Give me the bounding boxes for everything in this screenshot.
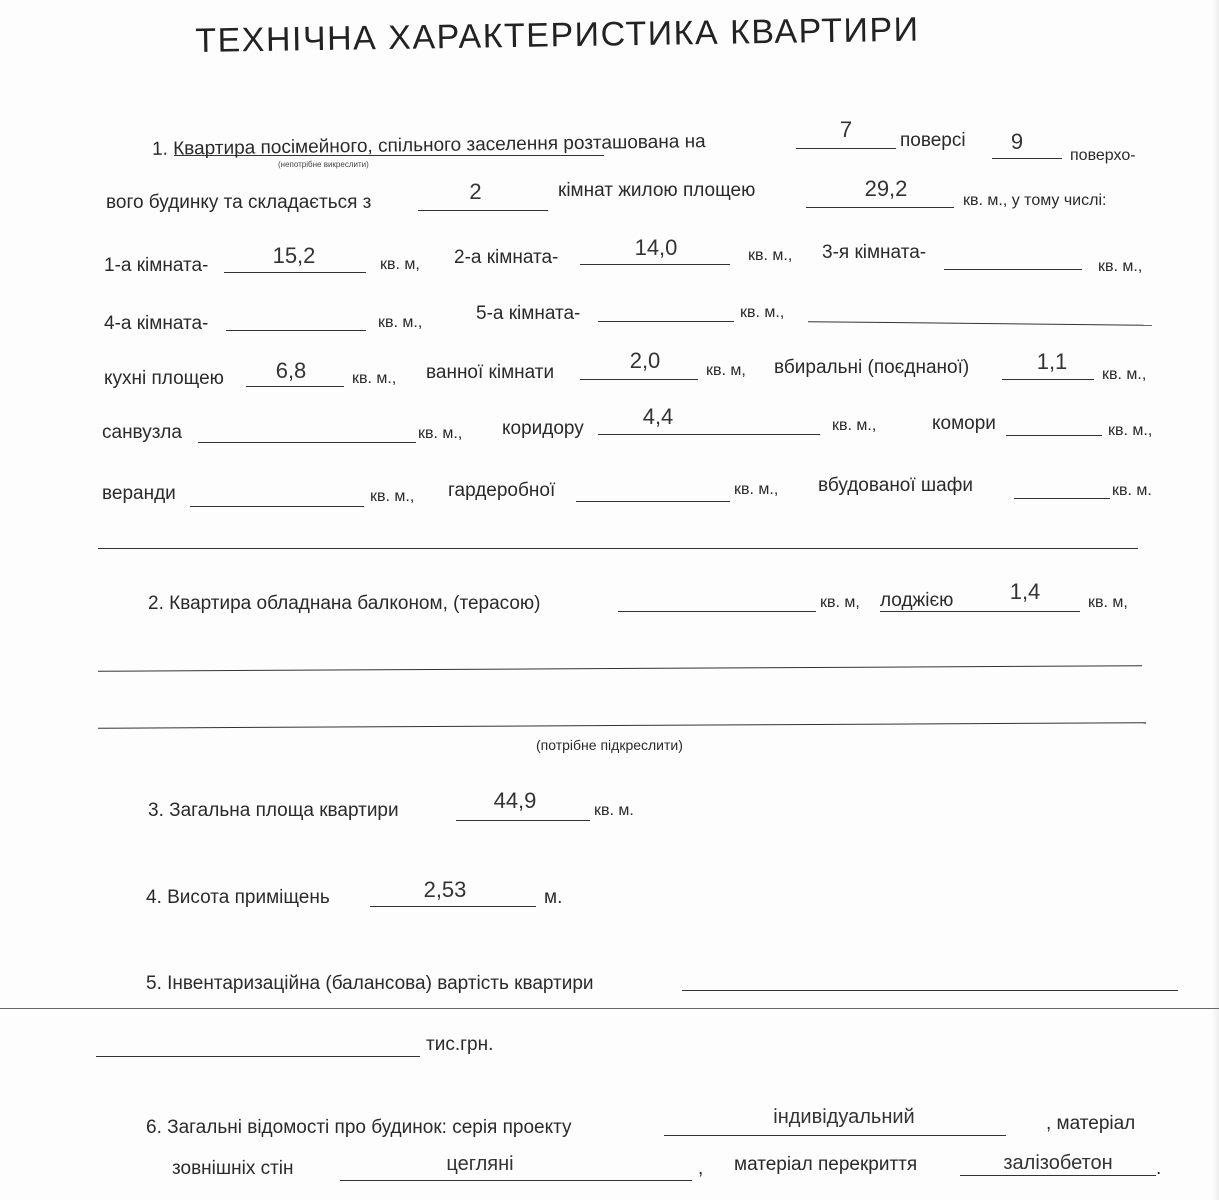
floors-total-field	[992, 158, 1062, 159]
page-title: ТЕХНІЧНА ХАРАКТЕРИСТИКА КВАРТИРИ	[195, 10, 920, 60]
veranda-field	[190, 506, 364, 507]
room4-field	[226, 330, 366, 331]
page-fold-line	[0, 1008, 1219, 1009]
loggia-value: 1,4	[1009, 579, 1041, 604]
walls-value: цегляні	[446, 1153, 514, 1175]
floor-label: поверсі	[900, 130, 966, 151]
wardrobe-label: гардеробної	[448, 480, 556, 501]
end-period: .	[1156, 1158, 1162, 1179]
height-unit: м.	[544, 887, 563, 908]
kitchen-field	[246, 386, 344, 387]
kitchen-value: 6,8	[275, 358, 307, 383]
storage-field	[1006, 435, 1102, 436]
inventory-value-unit: тис.грн.	[426, 1034, 494, 1055]
room2-unit: кв. м.,	[748, 247, 793, 264]
corridor-value: 4,4	[642, 404, 674, 429]
walls-comma: ,	[698, 1158, 704, 1179]
rooms-field	[418, 210, 548, 211]
living-area-field	[806, 207, 954, 208]
living-area-value: 29,2	[864, 176, 908, 201]
incl-label: кв. м., у тому числі:	[963, 192, 1107, 209]
room4-unit: кв. м.,	[378, 314, 423, 331]
corridor-field	[598, 434, 820, 435]
veranda-unit: кв. м.,	[370, 488, 415, 505]
room5-label: 5-а кімната-	[476, 303, 581, 324]
room1-field	[224, 272, 366, 273]
storage-unit: кв. м.,	[1108, 422, 1153, 439]
total-area-value: 44,9	[493, 788, 537, 813]
total-area-label: 3. Загальна площа квартири	[148, 800, 399, 821]
room1-unit: кв. м,	[380, 256, 420, 273]
balcony-unit: кв. м,	[820, 594, 860, 611]
floor-value: 7	[839, 117, 853, 142]
room1-value: 15,2	[272, 243, 316, 268]
balcony-label: 2. Квартира обладнана балконом, (терасою)	[148, 593, 541, 614]
building-label: вого будинку та складається з	[106, 192, 372, 213]
veranda-label: веранди	[102, 483, 176, 504]
walls-field	[340, 1180, 692, 1181]
room3-label: 3-я кімната-	[822, 242, 927, 263]
toilet-label: вбиральні (поєднаної)	[774, 357, 970, 378]
wc-label: санвузла	[102, 422, 182, 443]
s1-underline-type	[174, 155, 604, 156]
room3-field	[944, 269, 1082, 270]
s1-note: (непотрібне викреслити)	[278, 160, 369, 169]
floor-field	[796, 148, 896, 149]
total-area-field	[456, 820, 590, 821]
height-value: 2,53	[423, 877, 467, 902]
closet-field	[1014, 498, 1110, 499]
floor-material-field	[960, 1175, 1156, 1176]
building-info-label: 6. Загальні відомості про будинок: серія проекту	[146, 1117, 572, 1138]
loggia-unit: кв. м,	[1088, 594, 1128, 611]
project-series-value: індивідуальний	[773, 1106, 915, 1128]
room5-field	[598, 321, 734, 322]
corridor-unit: кв. м.,	[832, 417, 877, 434]
room1-label: 1-а кімната-	[104, 255, 209, 276]
bath-label: ванної кімнати	[426, 362, 555, 383]
toilet-field	[1002, 379, 1094, 380]
wc-field	[198, 442, 416, 443]
floor-material-value: залізобетон	[1003, 1152, 1113, 1174]
paper-edge	[1211, 0, 1219, 1200]
s2-blank-line-2	[98, 722, 1146, 728]
kitchen-unit: кв. м.,	[352, 370, 397, 387]
living-area-label: кімнат жилою площею	[558, 180, 756, 201]
loggia-label: лоджією	[880, 590, 954, 611]
room2-value: 14,0	[634, 235, 678, 260]
storey-label: поверхо-	[1070, 147, 1136, 164]
closet-label: вбудованої шафи	[818, 475, 973, 496]
s2-note: (потрібне підкреслити)	[536, 737, 683, 753]
project-series-field	[664, 1135, 1006, 1136]
kitchen-label: кухні площею	[104, 368, 224, 389]
s1-intro: 1. Квартира посімейного, спільного заселення розташована на	[151, 131, 706, 160]
rooms-value: 2	[469, 179, 482, 204]
total-area-unit: кв. м.	[594, 802, 634, 819]
wardrobe-unit: кв. м.,	[734, 481, 779, 498]
s2-blank-line-1	[98, 665, 1142, 671]
room2-field	[580, 264, 730, 265]
bath-value: 2,0	[629, 348, 661, 373]
room5-extra-line	[808, 321, 1152, 326]
wc-unit: кв. м.,	[418, 425, 463, 442]
loggia-field	[880, 611, 1080, 612]
room4-label: 4-а кімната-	[104, 313, 209, 334]
room2-label: 2-а кімната-	[454, 247, 559, 268]
height-label: 4. Висота приміщень	[146, 887, 330, 908]
toilet-value: 1,1	[1036, 349, 1068, 374]
room5-unit: кв. м.,	[740, 304, 785, 321]
s1-blank-line	[98, 548, 1138, 549]
storage-label: комори	[932, 413, 996, 434]
inventory-value-field-2	[96, 1056, 420, 1057]
material-label: , матеріал	[1046, 1113, 1136, 1134]
walls-label: зовнішніх стін	[172, 1158, 294, 1179]
inventory-value-label: 5. Інвентаризаційна (балансова) вартість квартири	[146, 973, 594, 994]
floors-total-value: 9	[1010, 129, 1024, 154]
floor-material-label: матеріал перекриття	[734, 1154, 918, 1175]
room3-unit: кв. м.,	[1098, 258, 1143, 275]
corridor-label: коридору	[502, 418, 584, 439]
bath-field	[580, 379, 698, 380]
height-field	[370, 906, 536, 907]
balcony-field	[618, 611, 816, 612]
wardrobe-field	[576, 501, 730, 502]
inventory-value-field	[682, 990, 1178, 991]
bath-unit: кв. м,	[706, 362, 746, 379]
closet-unit: кв. м.	[1112, 482, 1152, 499]
toilet-unit: кв. м.,	[1102, 366, 1147, 383]
